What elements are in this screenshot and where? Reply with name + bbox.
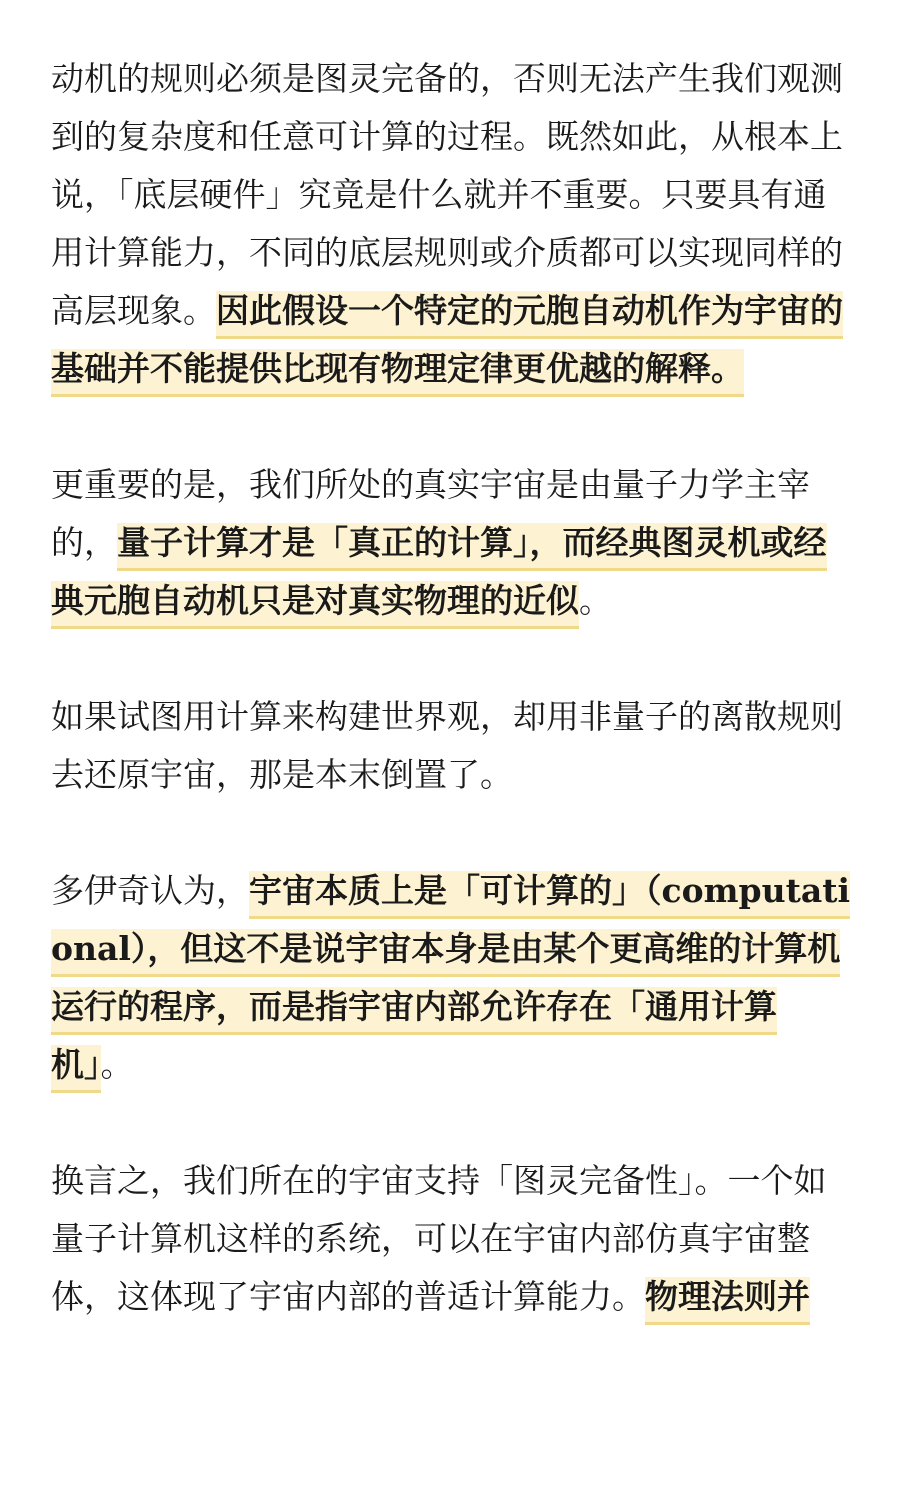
paragraph-text: 。 <box>100 1045 134 1084</box>
paragraph <box>51 1152 851 1326</box>
paragraph-text: 。 <box>579 581 612 620</box>
paragraph <box>51 50 851 398</box>
paragraph <box>51 456 851 630</box>
highlighted-text[interactable]: 物理法则并 <box>645 1277 810 1325</box>
paragraph-text: 换言之，我们所在的宇宙支持「图灵完备性」。一个如量子计算机这样的系统，可以在宇宙内部仿真宇宙整体，这体现了宇宙内部的普适计算能力。 <box>51 1161 827 1316</box>
paragraph <box>51 688 851 804</box>
highlighted-text[interactable]: 量子计算才是「真正的计算」，而经典图灵机或经典元胞自动机只是对真实物理的近似 <box>51 523 827 629</box>
paragraph-text: 如果试图用计算来构建世界观，却用非量子的离散规则去还原宇宙，那是本末倒置了。 <box>51 697 843 794</box>
article-body <box>51 50 851 1384</box>
highlighted-text[interactable]: 因此假设一个特定的元胞自动机作为宇宙的基础并不能提供比现有物理定律更优越的解释。 <box>51 291 843 397</box>
paragraph <box>51 862 851 1094</box>
paragraph-text: 多伊奇认为， <box>51 871 249 910</box>
paragraph-text: 动机的规则必须是图灵完备的，否则无法产生我们观测到的复杂度和任意可计算的过程。既然如此，从根本上说，「底层硬件」究竟是什么就并不重要。只要具有通用计算能力，不同的底层规则或介质都可以实现同样的高层现象。 <box>51 59 843 330</box>
paragraph-text: 更重要的是，我们所处的真实宇宙是由量子力学主宰的， <box>51 465 810 562</box>
highlighted-text[interactable]: 宇宙本质上是「可计算的」（computational），但这不是说宇宙本身是由某个更高维的计算机运行的程序，而是指宇宙内部允许存在「通用计算机」 <box>51 871 850 1093</box>
